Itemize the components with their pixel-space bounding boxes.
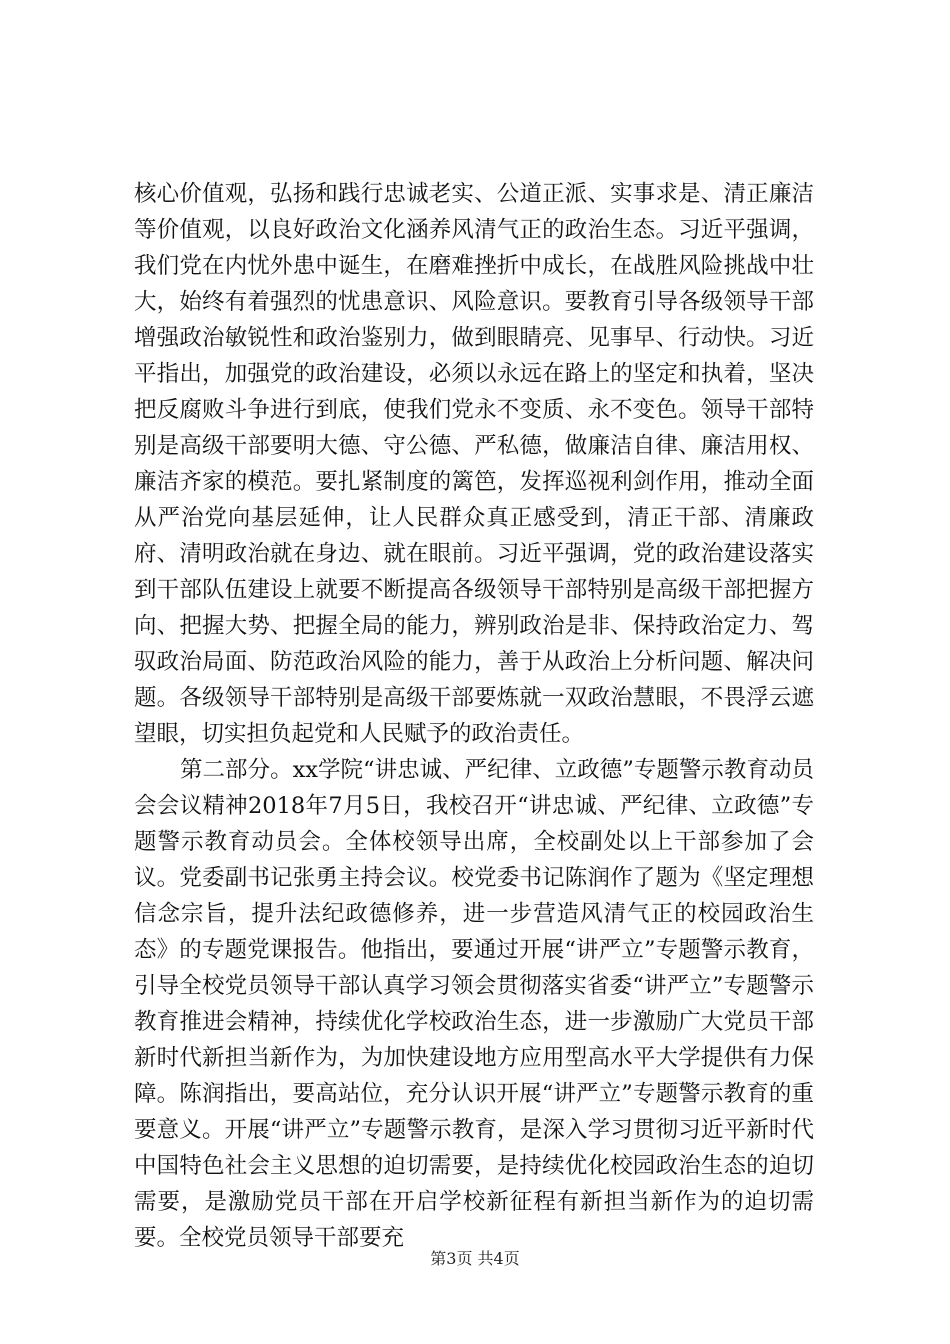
body-paragraph-2: 第二部分。xx学院“讲忠诚、严纪律、立政德”专题警示教育动员会会议精神2018年7月5日，我校召开“讲忠诚、严纪律、立政德”专题警示教育动员会。全体校领导出席，全校副处以上干部参加了会议。党委副书记张勇主持会议。校党委书记陈润作了题为《坚定理想信念宗旨，提升法纪政德修养，进一步营造风清气正的校园政治生态》的专题党课报告。他指出，要通过开展“讲严立”专题警示教育，引导全校党员领导干部认真学习领会贯彻落实省委“讲严立”专题警示教育推进会精神，持续优化学校政治生态，进一步激励广大党员干部新时代新担当新作为，为加快建设地方应用型高水平大学提供有力保障。陈润指出，要高站位，充分认识开展“讲严立”专题警示教育的重要意义。开展“讲严立”专题警示教育，是深入学习贯彻习近平新时代中国特色社会主义思想的迫切需要，是持续优化校园政治生态的迫切需要，是激励党员干部在开启学校新征程有新担当新作为的迫切需要。全校党员领导干部要充 xyxy=(134,757,814,1251)
page-footer xyxy=(0,1248,950,1270)
body-paragraph-1: 核心价值观，弘扬和践行忠诚老实、公道正派、实事求是、清正廉洁等价值观，以良好政治文化涵养风清气正的政治生态。习近平强调，我们党在内忧外患中诞生，在磨难挫折中成长，在战胜风险挑战中壮大，始终有着强烈的忧患意识、风险意识。要教育引导各级领导干部增强政治敏锐性和政治鉴别力，做到眼睛亮、见事早、行动快。习近平指出，加强党的政治建设，必须以永远在路上的坚定和执着，坚决把反腐败斗争进行到底，使我们党永不变质、永不变色。领导干部特别是高级干部要明大德、守公德、严私德，做廉洁自律、廉洁用权、廉洁齐家的模范。要扎紧制度的篱笆，发挥巡视利剑作用，推动全面从严治党向基层延伸，让人民群众真正感受到，清正干部、清廉政府、清明政治就在身边、就在眼前。习近平强调，党的政治建设落实到干部队伍建设上就要不断提高各级领导干部特别是高级干部把握方向、把握大势、把握全局的能力，辨别政治是非、保持政治定力、驾驭政治局面、防范政治风险的能力，善于从政治上分析问题、解决问题。各级领导干部特别是高级干部要炼就一双政治慧眼，不畏浮云遮望眼，切实担负起党和人民赋予的政治责任。 xyxy=(134,181,814,747)
document-body xyxy=(134,176,814,1256)
page-number-label: 第3页 共4页 xyxy=(430,1249,520,1268)
